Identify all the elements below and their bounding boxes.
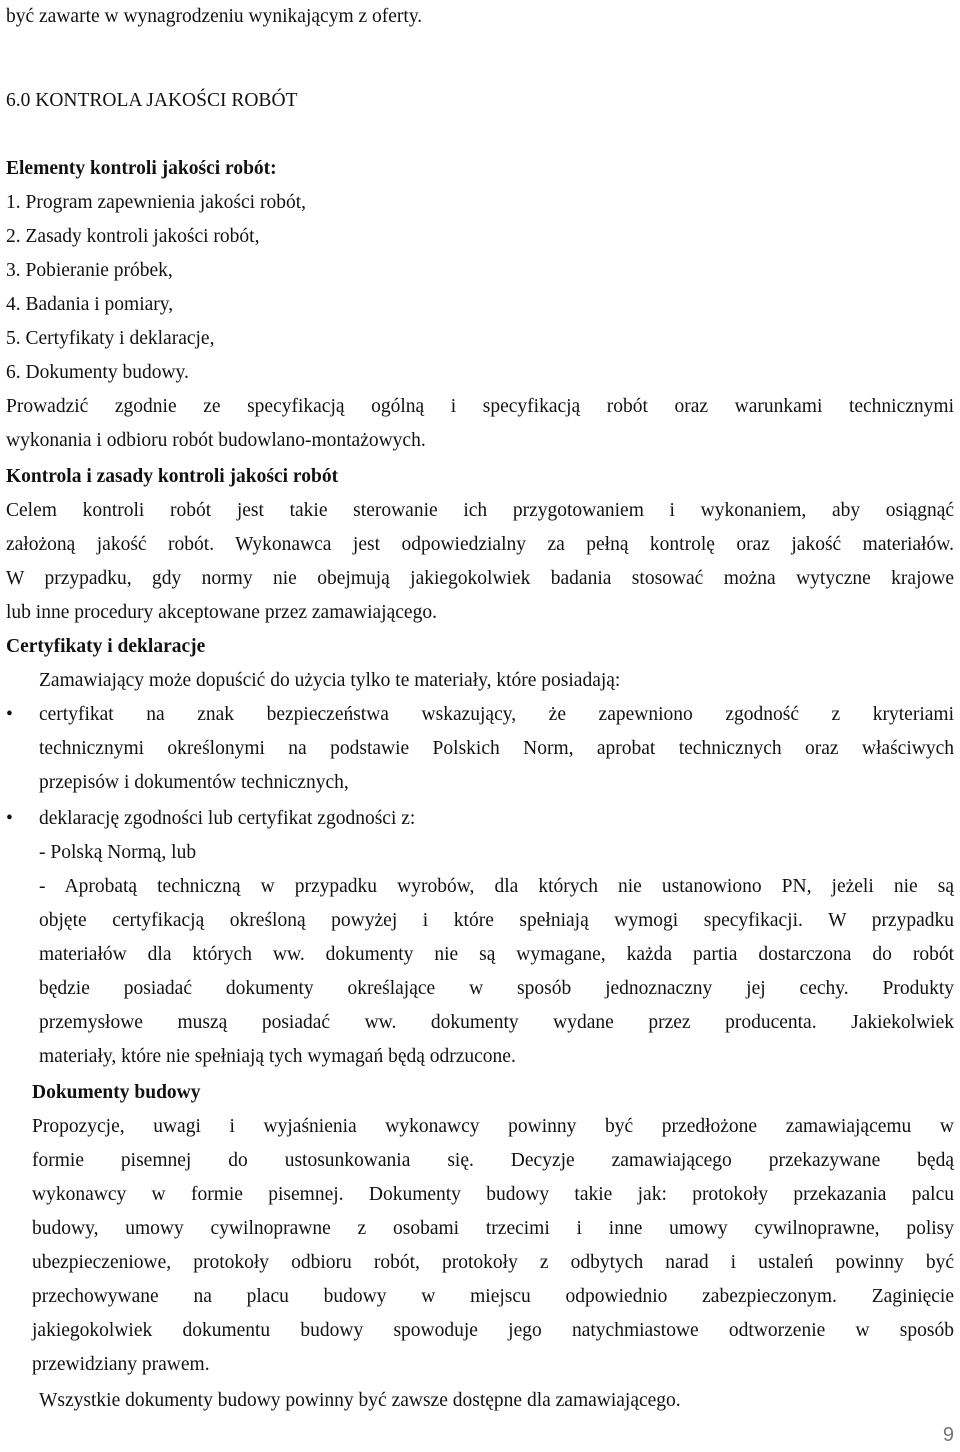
control-heading: Kontrola i zasady kontroli jakości robót [6, 466, 339, 487]
control-paragraph-line: W przypadku, gdy normy nie obejmują jakiegokolwiek badania stosować można wytyczne krajowe [6, 568, 954, 589]
documents-paragraph-line: przechowywane na placu budowy w miejscu odpowiednio zabezpieczonym. Zaginięcie [32, 1286, 954, 1307]
list-item: 5. Certyfikaty i deklaracje, [6, 328, 215, 349]
documents-paragraph-line: ubezpieczeniowe, protokoły odbioru robót, protokoły z odbytych narad i ustaleń powinny być [32, 1252, 954, 1273]
bullet-text-line: będzie posiadać dokumenty określające w sposób jednoznaczny jej cechy. Produkty [39, 978, 954, 999]
control-paragraph-line: Celem kontroli robót jest takie sterowanie ich przygotowaniem i wykonaniem, aby osiągnąć [6, 500, 954, 521]
certificates-intro: Zamawiający może dopuścić do użycia tylko te materiały, które posiadają: [39, 670, 621, 691]
list-item: 1. Program zapewnienia jakości robót, [6, 192, 306, 213]
final-line: Wszystkie dokumenty budowy powinny być zawsze dostępne dla zamawiającego. [39, 1390, 681, 1411]
bullet-marker: • [6, 808, 13, 829]
control-paragraph-line: lub inne procedury akceptowane przez zamawiającego. [6, 602, 437, 623]
bullet-text-line: materiały, które nie spełniają tych wymagań będą odrzucone. [39, 1046, 516, 1067]
intro-paragraph-line: Prowadzić zgodnie ze specyfikacją ogólną i specyfikacją robót oraz warunkami technicznymi [6, 396, 954, 417]
list-item: 2. Zasady kontroli jakości robót, [6, 226, 260, 247]
control-paragraph-line: założoną jakość robót. Wykonawca jest odpowiedzialny za pełną kontrolę oraz jakość materiałów. [6, 534, 954, 555]
bullet-text-line: certyfikat na znak bezpieczeństwa wskazujący, że zapewniono zgodność z kryteriami [39, 704, 954, 725]
documents-paragraph-line: wykonawcy w formie pisemnej. Dokumenty budowy takie jak: protokoły przekazania palcu [32, 1184, 954, 1205]
documents-paragraph-line: budowy, umowy cywilnoprawne z osobami trzecimi i inne umowy cywilnoprawne, polisy [32, 1218, 954, 1239]
documents-heading: Dokumenty budowy [32, 1082, 201, 1103]
documents-paragraph-line: Propozycje, uwagi i wyjaśnienia wykonawcy powinny być przedłożone zamawiającemu w [32, 1116, 954, 1137]
bullet-text-line: materiałów dla których ww. dokumenty nie są wymagane, każda partia dostarczona do robót [39, 944, 954, 965]
certificates-heading: Certyfikaty i deklaracje [6, 636, 206, 657]
bullet-marker: • [6, 704, 13, 725]
list-item: 4. Badania i pomiary, [6, 294, 174, 315]
documents-paragraph-line: przewidziany prawem. [32, 1354, 210, 1375]
documents-paragraph-line: jakiegokolwiek dokumentu budowy spowoduje jego natychmiastowe odtworzenie w sposób [32, 1320, 954, 1341]
list-item: 6. Dokumenty budowy. [6, 362, 189, 383]
bullet-text-line: przepisów i dokumentów technicznych, [39, 772, 349, 793]
bullet-text-line: deklarację zgodności lub certyfikat zgodności z: [39, 808, 416, 829]
bullet-text-line: - Polską Normą, lub [39, 842, 197, 863]
bullet-text-line: przemysłowe muszą posiadać ww. dokumenty wydane przez producenta. Jakiekolwiek [39, 1012, 954, 1033]
section-heading: 6.0 KONTROLA JAKOŚCI ROBÓT [6, 90, 298, 111]
continuation-line: być zawarte w wynagrodzeniu wynikającym z oferty. [6, 6, 423, 27]
intro-paragraph-line: wykonania i odbioru robót budowlano-montażowych. [6, 430, 426, 451]
page-number: 9 [942, 1424, 954, 1446]
elements-heading: Elementy kontroli jakości robót: [6, 158, 277, 179]
documents-paragraph-line: formie pisemnej do ustosunkowania się. Decyzje zamawiającego przekazywane będą [32, 1150, 954, 1171]
list-item: 3. Pobieranie próbek, [6, 260, 173, 281]
bullet-text-line: - Aprobatą techniczną w przypadku wyrobów, dla których nie ustanowiono PN, jeżeli nie są [39, 876, 954, 897]
bullet-text-line: objęte certyfikacją określoną powyżej i które spełniają wymogi specyfikacji. W przypadku [39, 910, 954, 931]
bullet-text-line: technicznymi określonymi na podstawie Polskich Norm, aprobat technicznych oraz właściwych [39, 738, 954, 759]
